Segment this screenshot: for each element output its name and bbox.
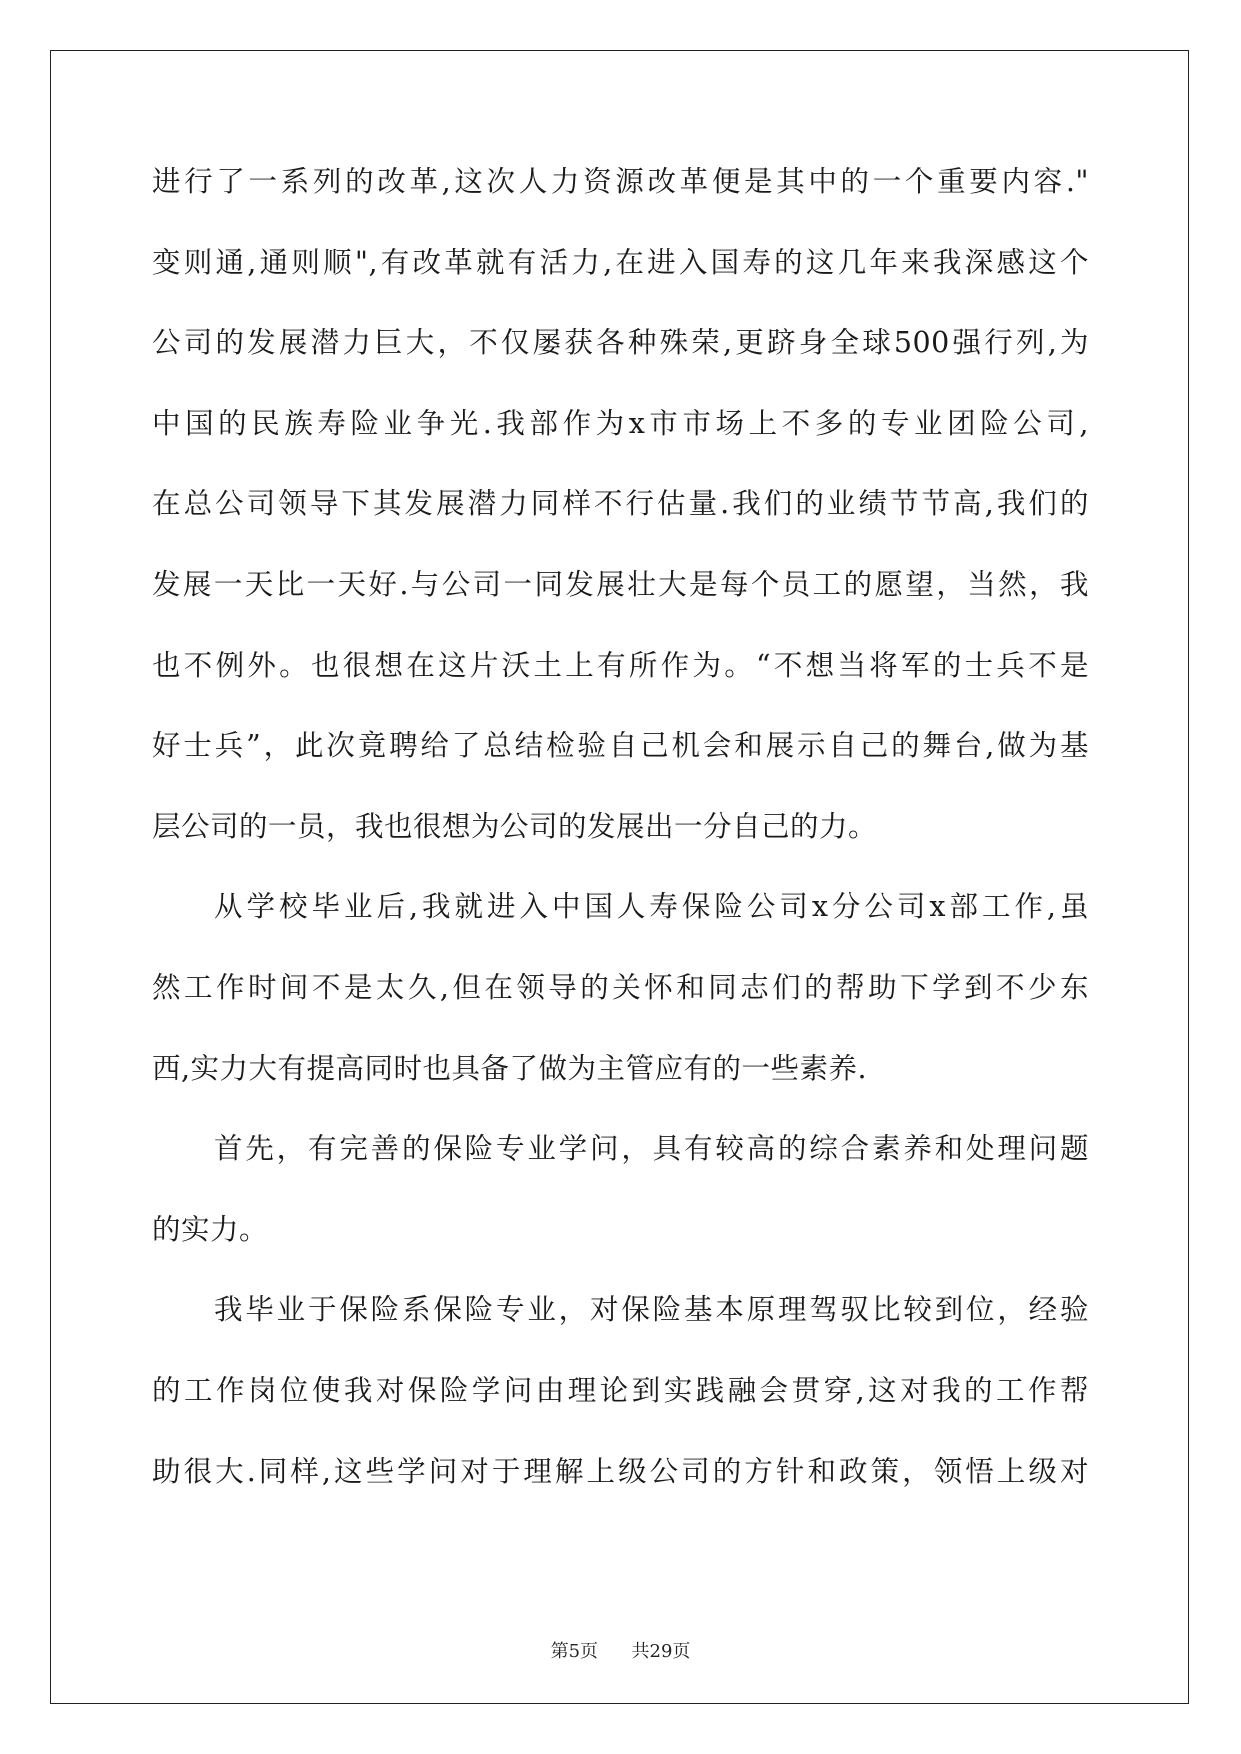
text-line: 好士兵”，此次竟聘给了总结检验自己机会和展示自己的舞台,做为基 [152,729,1089,763]
document-body [152,162,1089,1532]
text-line: 发展一天比一天好.与公司一同发展壮大是每个员工的愿望，当然，我 [152,567,1089,601]
text-line: 变则通,通则顺",有改革就有活力,在进入国寿的这几年来我深感这个 [152,245,1089,279]
text-line: 我毕业于保险系保险专业，对保险基本原理驾驭比较到位，经验 [214,1293,1089,1327]
text-line: 在总公司领导下其发展潜力同样不行估量.我们的业绩节节高,我们的 [152,487,1089,521]
text-line: 从学校毕业后,我就进入中国人寿保险公司x分公司x部工作,虽 [214,890,1089,924]
text-line: 的实力。 [152,1212,269,1246]
text-line: 进行了一系列的改革,这次人力资源改革便是其中的一个重要内容." [152,165,1089,198]
text-line: 的工作岗位使我对保险学问由理论到实践融会贯穿,这对我的工作帮 [152,1373,1089,1407]
text-line: 公司的发展潜力巨大，不仅屡获各种殊荣,更跻身全球500强行列,为 [152,326,1089,360]
page-number: 第5页 [550,1641,599,1662]
text-line: 西,实力大有提高同时也具备了做为主管应有的一些素养. [152,1051,868,1085]
text-line: 也不例外。也很想在这片沃土上有所作为。“不想当将军的士兵不是 [152,648,1089,682]
page-footer [0,1637,1241,1663]
text-line: 中国的民族寿险业争光.我部作为x市市场上不多的专业团险公司, [152,406,1089,440]
text-line: 然工作时间不是太久,但在领导的关怀和同志们的帮助下学到不少东 [152,970,1089,1004]
text-line: 首先，有完善的保险专业学问，具有较高的综合素养和处理问题 [214,1132,1089,1166]
text-line: 助很大.同样,这些学问对于理解上级公司的方针和政策，领悟上级对 [152,1454,1089,1488]
total-pages: 共29页 [631,1641,691,1662]
text-line: 层公司的一员，我也很想为公司的发展出一分自己的力。 [152,809,878,843]
